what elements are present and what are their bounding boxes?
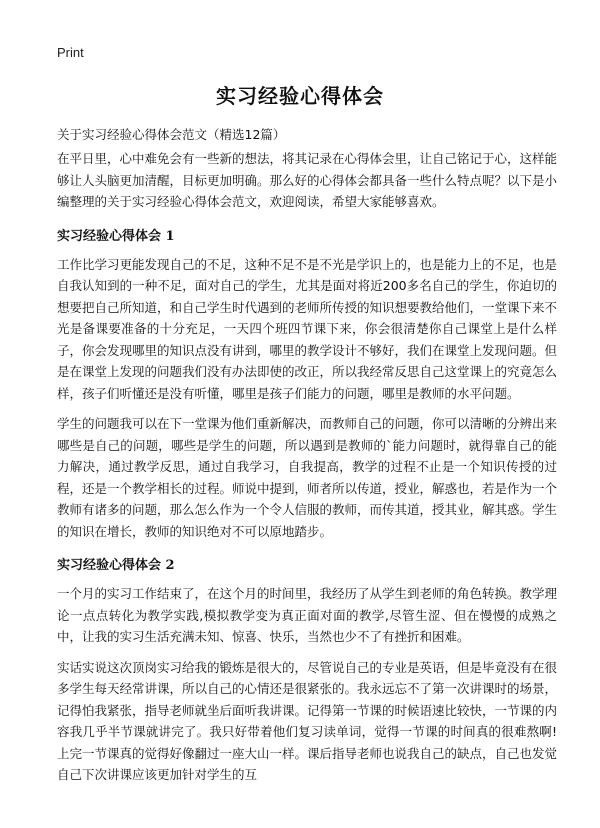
paragraph: 实话实说这次顶岗实习给我的锻炼是很大的，尽管说自己的专业是英语，但是毕竟没有在很多学生每天经常讲课，所以自己的心情还是很紧张的。我永远忘不了第一次讲课时的场景，记得怕我紧张，指导老师就坐后面听我讲课。记得第一节课的时候语速比较快，一节课的内容我几乎半节课就讲完了。我只好带着他们复习读单词，觉得一节课的时间真的很难熬啊!上完一节课真的觉得好像翻过一座大山一样。课后指导老师也说我自己的缺点，自己也发觉自己下次讲课应该更加针对学生的互 (57, 659, 558, 782)
paragraph: 一个月的实习工作结束了，在这个月的时间里，我经历了从学生到老师的角色转换。教学理论一点点转化为教学实践,模拟教学变为真正面对面的教学,尽管生涩、但在慢慢的成熟之中，让我的实习生活充满未知、惊喜、快乐，当然也少不了有挫折和困难。 (57, 586, 558, 644)
document-body (57, 148, 557, 795)
section-heading: 实习经验心得体会 1 (57, 228, 175, 244)
document-subtitle: 关于实习经验心得体会范文（精选12篇） (57, 127, 286, 142)
print-label[interactable]: Print (57, 45, 84, 60)
paragraph: 学生的问题我可以在下一堂课为他们重新解决，而教师自己的问题，你可以清晰的分辨出来哪些是自己的问题，哪些是学生的问题，所以遇到是教师的`能力问题时，就得靠自己的能力解决，通过教学反思，通过自我学习，自我提高，教学的过程不止是一个知识传授的过程，还是一个教学相长的过程。师说中提到，师者所以传道，授业，解惑也，若是作为一个教师有诸多的问题，那么怎么作为一个令人信服的教师，而传其道，授其业，解其惑。学生的知识在增长，教师的知识绝对不可以原地踏步。 (57, 416, 558, 539)
section-heading: 实习经验心得体会 2 (57, 558, 175, 573)
intro-paragraph: 在平日里，心中难免会有一些新的想法，将其记录在心得体会里，让自己铭记于心，这样能够让人头脑更加清醒，目标更加明确。那么好的心得体会都具备一些什么特点呢？以下是小编整理的关于实习经验心得体会范文，欢迎阅读，希望大家能够喜欢。 (57, 151, 558, 209)
document-title: 实习经验心得体会 (216, 84, 384, 108)
paragraph: 工作比学习更能发现自己的不足，这种不足不是不光是学识上的，也是能力上的不足，也是自我认知到的一种不足，面对自己的学生，尤其是面对将近200多名自己的学生，你迫切的想要把自己所知道，和自己学生时代遇到的老师所传授的知识想要教给他们，一堂课下来不光是备课要准备的十分充足，一天四个班四节课下来，你会很清楚你自己课堂上是什么样子，你会发现哪里的知识点没有讲到，哪里的教学设计不够好，我们在课堂上发现问题。但是在课堂上发现的问题我们没有办法即使的改正，所以我经常反思自己这堂课上的究竟怎么样，孩子们听懂还是没有听懂，哪里是孩子们能力的问题，哪里是教师的水平问题。 (57, 256, 558, 401)
